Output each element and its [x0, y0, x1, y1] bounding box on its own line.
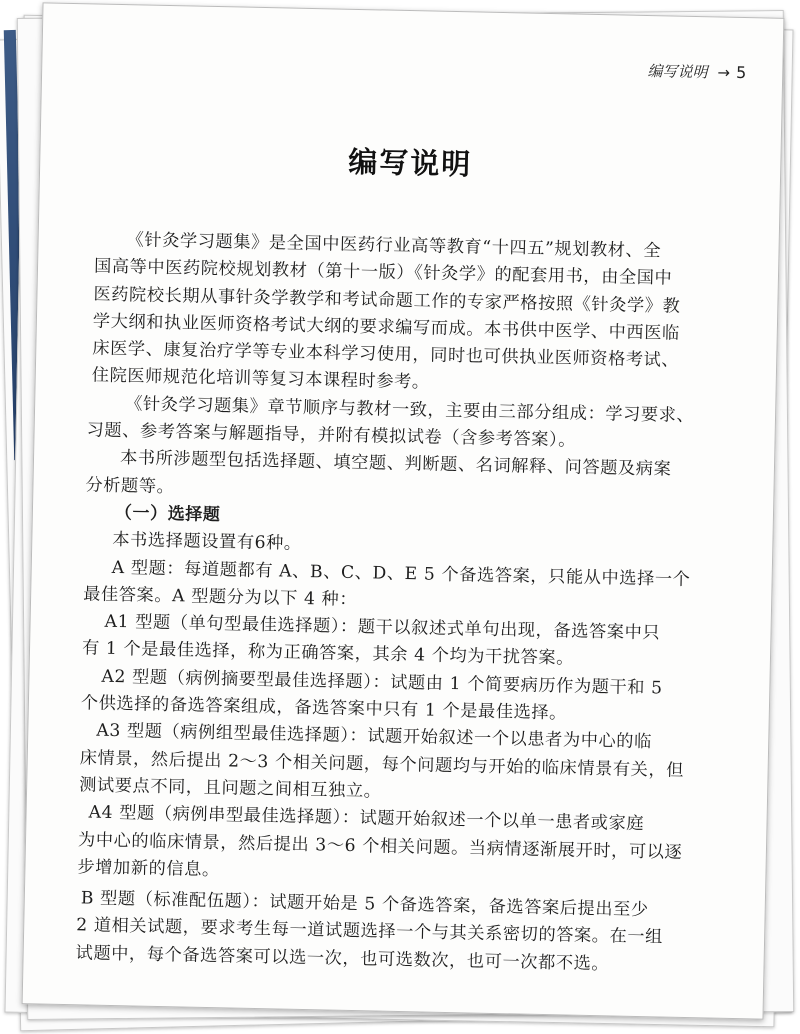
text-line: 住院医师规范化培训等复习本课程时参考。 — [91, 365, 430, 394]
text-line: A 型题：每道题都有 A、B、C、D、E 5 个备选答案，只能从中选择一个 — [111, 557, 691, 590]
section-heading: （一）选择题 — [114, 502, 221, 526]
text-line: 有 1 个是最佳选择，称为正确答案，其余 4 个均为干扰答案。 — [81, 638, 575, 670]
text-line: 为中心的临床情景，然后提出 3～6 个相关问题。当病情逐渐展开时，可以逐 — [77, 829, 683, 863]
text-line: 个供选择的备选答案组成，备选答案中只有 1 个是最佳选择。 — [80, 693, 568, 724]
text-line: 床医学、康复治疗学等专业本科学习使用，同时也可供执业医师资格考试、 — [92, 338, 680, 371]
text-line: 习题、参考答案与解题指导，并附有模拟试卷（含参考答案）。 — [86, 420, 577, 451]
text-line: A4 型题（病例串型最佳选择题）：试题开始叙述一个以单一患者或家庭 — [88, 802, 645, 835]
arrow-right-icon: → — [717, 63, 731, 82]
text-line: 本书所涉题型包括选择题、填空题、判断题、名词解释、问答题及病案 — [119, 448, 672, 480]
text-line: 测试要点不同，且问题之间相互独立。 — [78, 775, 382, 802]
body-text — [75, 226, 738, 980]
text-line: 本书选择题设置有6种。 — [112, 530, 302, 555]
page-number: 5 — [735, 62, 747, 83]
text-line: A2 型题（病例摘要型最佳选择题）：试题由 1 个简要病历作为题干和 5 — [101, 666, 663, 699]
text-line: 步增加新的信息。 — [77, 857, 220, 881]
text-line: 《针灸学习题集》是全国中医药行业高等教育“十四五”规划教材、全 — [126, 230, 662, 262]
running-head — [647, 60, 746, 83]
text-line: 学大纲和执业医师资格考试大纲的要求编写而成。本书供中医学、中西医临 — [92, 311, 680, 344]
text-line: 国高等中医药院校规划教材（第十一版）《针灸学》的配套用书，由全国中 — [93, 256, 673, 289]
text-line: B 型题（标准配伍题）：试题开始是 5 个备选答案，备选答案后提出至少 — [80, 888, 649, 921]
running-head-section: 编写说明 — [647, 62, 708, 82]
text-line: 2 道相关试题，要求考生每一道试题选择一个与其关系密切的答案。在一组 — [76, 915, 664, 948]
page-title: 编写说明 — [347, 144, 473, 182]
text-line: 《针灸学习题集》章节顺序与教材一致，主要由三部分组成：学习要求、 — [124, 393, 695, 426]
text-line: A1 型题（单句型最佳选择题）：题干以叙述式单句出现，备选答案中只 — [104, 611, 661, 644]
text-line: A3 型题（病例组型最佳选择题）：试题开始叙述一个以患者为中心的临 — [96, 720, 653, 753]
text-line: 最佳答案。A 型题分为以下 4 种： — [82, 584, 358, 610]
document-page — [22, 2, 785, 1019]
text-line: 床情景，然后提出 2～3 个相关问题，每个问题均与开始的临床情景有关，但 — [79, 747, 685, 781]
text-line: 医药院校长期从事针灸学教学和考试命题工作的专家严格按照《针灸学》教 — [93, 284, 681, 317]
text-line: 试题中，每个备选答案可以选一次，也可选数次，也可一次都不选。 — [75, 942, 610, 975]
text-line: 分析题等。 — [85, 475, 175, 497]
